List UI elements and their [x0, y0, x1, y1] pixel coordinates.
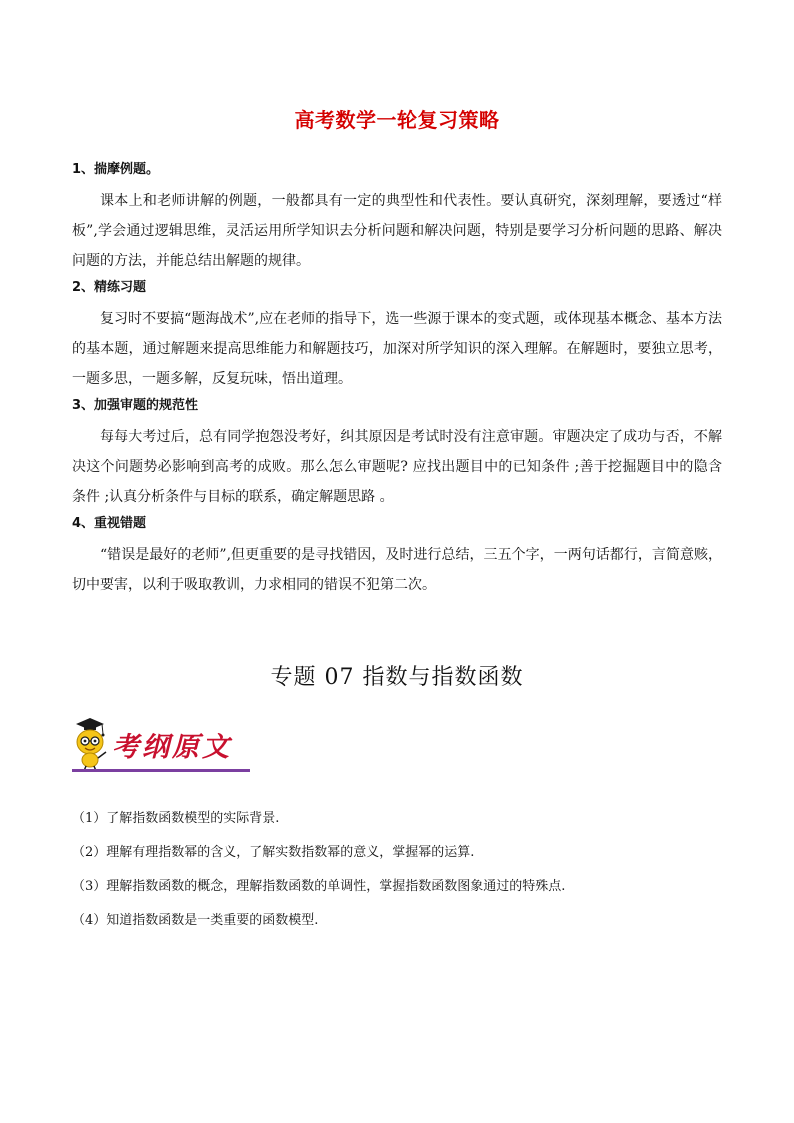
- objective-item: （4）知道指数函数是一类重要的函数模型.: [72, 913, 319, 928]
- section-2: [72, 278, 722, 394]
- topic-title: 专题 07 指数与指数函数: [270, 665, 524, 690]
- objective-item: （2）理解有理指数幂的含义，了解实数指数幂的意义，掌握幂的运算.: [72, 845, 475, 860]
- section-heading: 1、揣摩例题。: [72, 162, 160, 177]
- section-body: 每每大考过后，总有同学抱怨没考好，纠其原因是考试时没有注意审题。审题决定了成功与否，不解决这个问题势必影响到高考的成败。那么怎么审题呢? 应找出题目中的已知条件 ;善于挖掘题目中的隐含条件 ;认真分析条件与目标的联系，确定解题思路 。: [72, 429, 722, 505]
- section-body: 复习时不要搞“题海战术”,应在老师的指导下，选一些源于课本的变式题，或体现基本概念、基本方法的基本题，通过解题来提高思维能力和解题技巧，加深对所学知识的深入理解。在解题时，要独立思考，一题多思，一题多解，反复玩味，悟出道理。: [72, 311, 722, 387]
- section-body: 课本上和老师讲解的例题，一般都具有一定的典型性和代表性。要认真研究，深刻理解，要透过“样板”,学会通过逻辑思维，灵活运用所学知识去分析问题和解决问题，特别是要学习分析问题的思路、解决问题的方法，并能总结出解题的规律。: [72, 193, 722, 269]
- section-heading: 4、重视错题: [72, 516, 147, 531]
- mascot-graduation-cap-icon: [76, 718, 106, 771]
- syllabus-objectives: [72, 804, 722, 936]
- syllabus-banner: [72, 712, 252, 774]
- section-3: [72, 396, 722, 512]
- main-title: 高考数学一轮复习策略: [294, 108, 500, 132]
- section-heading: 3、加强审题的规范性: [72, 398, 199, 413]
- banner-rule: [72, 769, 250, 772]
- section-4: [72, 514, 722, 600]
- banner-label: 考纲原文: [112, 732, 232, 763]
- section-body: “错误是最好的老师”,但更重要的是寻找错因，及时进行总结，三五个字，一两句话都行，言简意赅，切中要害，以利于吸取教训，力求相同的错误不犯第二次。: [72, 547, 722, 593]
- objective-item: （3）理解指数函数的概念，理解指数函数的单调性，掌握指数函数图象通过的特殊点.: [72, 879, 566, 894]
- objective-item: （1）了解指数函数模型的实际背景.: [72, 811, 280, 826]
- section-1: [72, 160, 722, 276]
- section-heading: 2、精练习题: [72, 280, 147, 295]
